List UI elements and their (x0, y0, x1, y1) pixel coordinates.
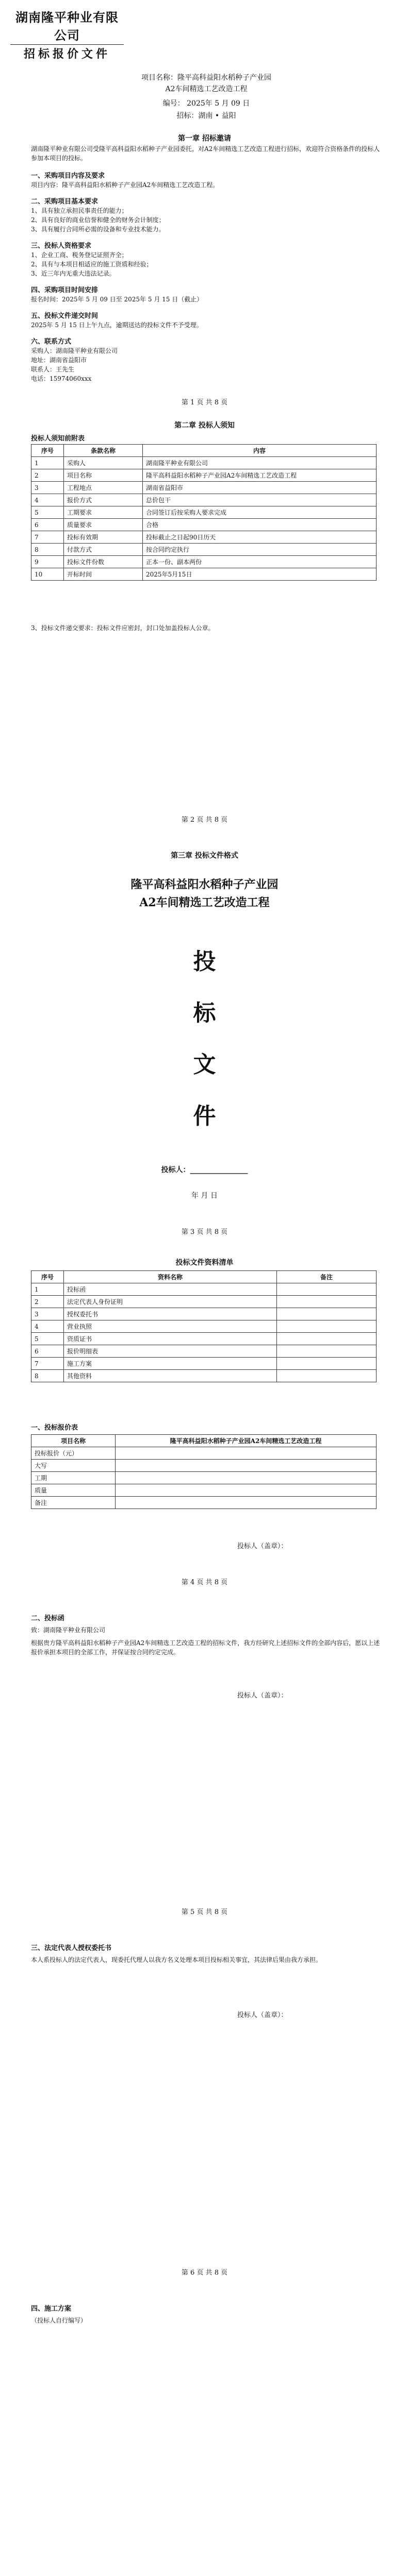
cover-header (10, 7, 124, 61)
notice-row-cell: 5 (31, 506, 64, 519)
quote-row-cell (116, 1472, 377, 1484)
contact-2: 地址：湖南省益阳市 (31, 357, 87, 364)
section-5-text: 2025年 5 月 15 日上午九点，逾期送达的投标文件不予受理。 (31, 321, 203, 329)
quote-row-cell: 备注 (31, 1497, 116, 1509)
notice-row-cell: 工程地点 (64, 482, 143, 494)
auth-title: 三、法定代表人授权委托书 (31, 1944, 112, 1952)
quote-row (31, 1460, 377, 1472)
contact-3: 联系人：王先生 (31, 366, 75, 373)
quote-row-cell (116, 1497, 377, 1509)
notice-row-cell: 4 (31, 494, 64, 506)
toc-row-cell (277, 1358, 377, 1370)
ch3-project-1: 隆平高科益阳水稻种子产业园 (130, 878, 279, 891)
notice-row (31, 469, 377, 482)
section-2-item-3: 3、具有履行合同所必需的设备和专业技术能力。 (31, 226, 165, 233)
auth-body: 本人系投标人的法定代表人，现委托代理人以我方名义处理本项目投标相关事宜，其法律后果由我方承担。 (31, 1956, 322, 1963)
notice-row-cell: 湖南省益阳市 (143, 482, 377, 494)
page-number-1: 第 1 页 共 8 页 (181, 399, 228, 406)
notice-row-cell: 合格 (143, 519, 377, 531)
toc-row (31, 1333, 377, 1345)
quote-row (31, 1447, 377, 1460)
toc-row (31, 1283, 377, 1296)
letter-body: 根据贵方隆平高科益阳水稻种子产业园A2车间精选工艺改造工程的招标文件，我方经研究上述招标文件的全部内容后，愿以上述报价承担本项目的全部工作，并保证按合同约定完成。 (31, 1639, 380, 1656)
notice-row-cell: 隆平高科益阳水稻种子产业园A2车间精选工艺改造工程 (143, 469, 377, 482)
notice-row-cell: 1 (31, 457, 64, 469)
toc-row-cell: 1 (31, 1283, 64, 1296)
col-content: 内容 (143, 445, 377, 457)
quote-title: 一、投标报价表 (31, 1424, 78, 1432)
bidder-label: 投标人：________________ (161, 1166, 248, 1174)
letter-to: 致：湖南隆平种业有限公司 (31, 1626, 106, 1634)
section-2-item-1: 1、具有独立承担民事责任的能力； (31, 207, 128, 214)
letter-title: 二、投标函 (31, 1615, 65, 1622)
big-char-3: 文 (193, 1052, 216, 1078)
toc-row-cell: 其他资料 (64, 1370, 277, 1382)
quote-row (31, 1484, 377, 1497)
toc-row-cell: 3 (31, 1308, 64, 1320)
chapter3-title: 第三章 投标文件格式 (171, 852, 238, 860)
notice-row-cell: 8 (31, 544, 64, 556)
notice-row-cell: 项目名称 (64, 469, 143, 482)
toc-title: 投标文件资料清单 (175, 1259, 234, 1267)
notice-row-cell: 投标文件份数 (64, 556, 143, 568)
big-char-2: 标 (193, 1000, 216, 1026)
document-type: 招标报价文件 (23, 47, 110, 61)
chapter2-note: 3、投标文件递交要求：投标文件应密封，封口处加盖投标人公章。 (31, 624, 215, 632)
toc-row (31, 1370, 377, 1382)
quote-row-cell (116, 1447, 377, 1460)
plan-body: （投标人自行编写） (31, 2317, 87, 2324)
toc-col-no: 序号 (31, 1271, 64, 1283)
contact-4: 电话：15974060xxx (31, 375, 92, 382)
toc-row-cell: 报价明细表 (64, 1345, 277, 1358)
section-1: 一、采购项目内容及要求 (31, 172, 105, 180)
bidder-notice-table (31, 444, 377, 581)
notice-row-cell: 总价包干 (143, 494, 377, 506)
section-1-text: 项目内容：隆平高科益阳水稻种子产业园A2车间精选工艺改造工程。 (31, 181, 219, 189)
notice-row (31, 568, 377, 581)
toc-row (31, 1345, 377, 1358)
quote-col-value: 隆平高科益阳水稻种子产业园A2车间精选工艺改造工程 (116, 1435, 377, 1447)
quote-row-cell (116, 1484, 377, 1497)
page-number-3: 第 3 页 共 8 页 (181, 1228, 228, 1236)
toc-table (31, 1270, 377, 1382)
section-5: 五、投标文件递交时间 (31, 312, 99, 320)
notice-row-cell: 10 (31, 568, 64, 581)
notice-row-cell: 2 (31, 469, 64, 482)
toc-row (31, 1296, 377, 1308)
section-3-item-2: 2、具有与本项目相适应的施工资质和经验； (31, 261, 153, 268)
toc-row-cell: 营业执照 (64, 1320, 277, 1333)
contact-1: 采购人：湖南隆平种业有限公司 (31, 347, 118, 354)
notice-row-cell: 开标时间 (64, 568, 143, 581)
notice-row-cell: 采购人 (64, 457, 143, 469)
quote-table (31, 1434, 377, 1509)
toc-row-cell (277, 1308, 377, 1320)
toc-row-cell: 法定代表人身份证明 (64, 1296, 277, 1308)
page-number-4: 第 4 页 共 8 页 (181, 1579, 228, 1586)
quote-row-cell: 工期 (31, 1472, 116, 1484)
chapter1-intro: 湖南隆平种业有限公司受隆平高科益阳水稻种子产业园委托，对A2车间精选工艺改造工程进行招标，欢迎符合资格条件的投标人参加本项目的投标。 (31, 145, 380, 162)
section-3-item-1: 1、企业工商、税务登记证照齐全； (31, 251, 128, 259)
notice-row (31, 506, 377, 519)
toc-row-cell: 投标函 (64, 1283, 277, 1296)
notice-row-cell: 按合同约定执行 (143, 544, 377, 556)
big-char-1: 投 (193, 948, 216, 975)
section-4: 四、采购项目时间安排 (31, 286, 99, 294)
notice-row-cell: 质量要求 (64, 519, 143, 531)
quote-col-label: 项目名称 (31, 1435, 116, 1447)
quote-sign: 投标人（盖章）： (237, 1543, 288, 1550)
section-2: 二、采购项目基本要求 (31, 198, 99, 206)
notice-row (31, 519, 377, 531)
toc-row-cell (277, 1283, 377, 1296)
section-6: 六、联系方式 (31, 338, 72, 346)
quote-row-cell: 大写 (31, 1460, 116, 1472)
col-item: 条款名称 (64, 445, 143, 457)
big-char-4: 件 (193, 1103, 216, 1129)
letter-sign: 投标人（盖章）： (237, 1692, 288, 1700)
notice-row-cell: 合同签订后按采购人要求完成 (143, 506, 377, 519)
toc-row (31, 1358, 377, 1370)
section-3: 三、投标人资格要求 (31, 242, 92, 250)
chapter1-title: 第一章 招标邀请 (178, 134, 231, 143)
toc-row-cell: 施工方案 (64, 1358, 277, 1370)
quote-row-cell: 质量 (31, 1484, 116, 1497)
quote-row (31, 1497, 377, 1509)
toc-row-cell (277, 1333, 377, 1345)
company-name: 湖南隆平种业有限公司 (15, 10, 119, 43)
notice-row-cell: 工期要求 (64, 506, 143, 519)
page-number-5: 第 5 页 共 8 页 (181, 1908, 228, 1916)
toc-row-cell: 4 (31, 1320, 64, 1333)
toc-row (31, 1320, 377, 1333)
notice-row-cell: 6 (31, 519, 64, 531)
notice-row-cell: 湖南隆平种业有限公司 (143, 457, 377, 469)
notice-row (31, 494, 377, 506)
notice-row-cell: 正本一份、副本两份 (143, 556, 377, 568)
header-divider (10, 44, 124, 45)
notice-row (31, 556, 377, 568)
toc-row-cell: 6 (31, 1345, 64, 1358)
chapter2-title: 第二章 投标人须知 (174, 421, 235, 430)
toc-row-cell: 7 (31, 1358, 64, 1370)
col-no: 序号 (31, 445, 64, 457)
tender-line: 招标：湖南 • 益阳 (176, 112, 236, 120)
notice-row-cell: 投标有效期 (64, 531, 143, 544)
toc-row-cell (277, 1370, 377, 1382)
section-3-item-3: 3、近三年内无重大违法记录。 (31, 270, 116, 277)
cover-date: 年 月 日 (191, 1192, 218, 1200)
section-4-text: 报名时间：2025年 5 月 09 日至 2025年 5 月 15 日（截止） (31, 296, 203, 303)
toc-row-cell (277, 1345, 377, 1358)
toc-row-cell: 8 (31, 1370, 64, 1382)
notice-row-cell: 7 (31, 531, 64, 544)
notice-row (31, 482, 377, 494)
notice-row-cell: 3 (31, 482, 64, 494)
number-line: 编号： 2025年 5 月 09 日 (162, 99, 250, 108)
section-2-item-2: 2、具有良好的商业信誉和健全的财务会计制度； (31, 216, 165, 224)
toc-row-cell: 资质证书 (64, 1333, 277, 1345)
toc-row-cell (277, 1320, 377, 1333)
toc-row-cell (277, 1296, 377, 1308)
notice-row-cell: 付款方式 (64, 544, 143, 556)
toc-row (31, 1308, 377, 1320)
page-number-6: 第 6 页 共 8 页 (181, 2269, 228, 2277)
toc-row-cell: 授权委托书 (64, 1308, 277, 1320)
quote-row (31, 1472, 377, 1484)
notice-row (31, 457, 377, 469)
notice-row (31, 531, 377, 544)
quote-row-cell: 投标报价（元） (31, 1447, 116, 1460)
notice-row-cell: 2025年5月15日 (143, 568, 377, 581)
page-number-2: 第 2 页 共 8 页 (181, 816, 228, 824)
project-line-2: A2车间精选工艺改造工程 (165, 85, 248, 93)
notice-row-cell: 投标截止之日起90日历天 (143, 531, 377, 544)
notice-row-cell: 报价方式 (64, 494, 143, 506)
plan-title: 四、施工方案 (31, 2305, 72, 2313)
toc-row-cell: 5 (31, 1333, 64, 1345)
ch3-project-2: A2车间精选工艺改造工程 (139, 896, 270, 909)
auth-sign: 投标人（盖章）： (237, 2011, 288, 2019)
toc-row-cell: 2 (31, 1296, 64, 1308)
project-line: 项目名称：隆平高科益阳水稻种子产业园 (141, 74, 271, 82)
toc-col-name: 资料名称 (64, 1271, 277, 1283)
notice-row-cell: 9 (31, 556, 64, 568)
notice-row (31, 544, 377, 556)
toc-col-note: 备注 (277, 1271, 377, 1283)
chapter2-table-title: 投标人须知前附表 (31, 435, 85, 443)
quote-row-cell (116, 1460, 377, 1472)
